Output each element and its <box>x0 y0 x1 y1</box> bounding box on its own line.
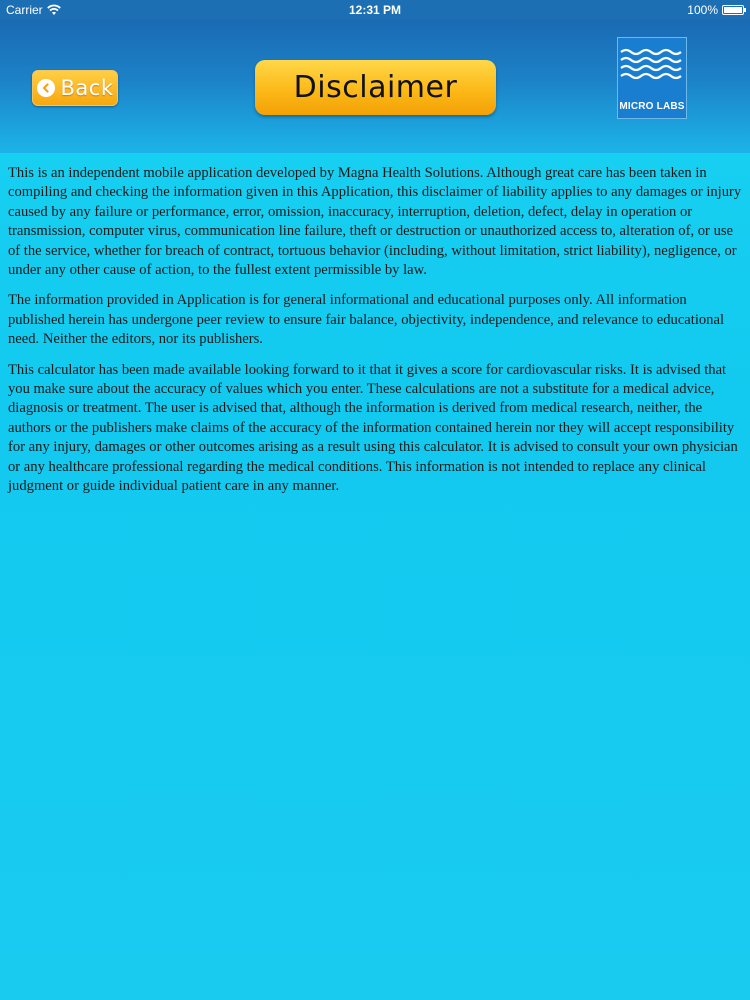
logo-text: MICRO LABS <box>619 101 685 112</box>
battery-icon <box>722 5 744 15</box>
back-button[interactable] <box>32 70 118 106</box>
battery-percent: 100% <box>687 3 718 17</box>
disclaimer-paragraph: This calculator has been made available looking forward to it that it gives a score for cardiovascular risks. It is advised that you make sure about the accuracy of values which you enter. These calculations are not a substitute for a medical advice, diagnosis or treatment. The user is advised that, although the information is derived from medical research, neither, the authors or the publishers make claims of the accuracy of the information contained herein nor they will accept responsibility for any injury, damages or other outcomes arising as a result using this calculator. It is advised to consult your own physician or any healthcare professional regarding the medical conditions. This information is not intended to replace any clinical judgment or guide individual patient care in any manner. <box>8 361 738 495</box>
status-bar <box>0 0 750 20</box>
carrier-label: Carrier <box>6 3 43 17</box>
battery-fill <box>724 7 742 13</box>
header <box>0 20 750 153</box>
chevron-left-icon <box>37 79 55 97</box>
page-title-banner <box>255 60 496 115</box>
back-button-label: Back <box>60 76 114 100</box>
page-title: Disclaimer <box>293 70 458 105</box>
disclaimer-paragraph: This is an independent mobile application developed by Magna Health Solutions. Although great care has been taken in compiling and checking the information given in this Application, this disclaimer of liability applies to any damages or injury caused by any failure or performance, error, omission, inaccuracy, interruption, deletion, defect, delay in operation or transmission, computer virus, communication line failure, theft or destruction or unauthorized access to, alteration of, or use of the service, whether for breach of contract, tortuous behavior (including, without limitation, strict liability), negligence, or under any other cause of action, to the fullest extent permissible by law. <box>8 165 742 279</box>
micro-labs-logo <box>617 37 687 119</box>
wave-logo-icon <box>618 46 686 86</box>
disclaimer-content <box>8 164 742 508</box>
disclaimer-paragraph: The information provided in Application is for general informational and educational purposes only. All information published herein has undergone peer review to ensure fair balance, objectivity, independence, and relevance to educational need. Neither the editors, nor its publishers. <box>8 292 725 348</box>
battery-group <box>687 3 744 17</box>
status-time: 12:31 PM <box>348 3 402 17</box>
